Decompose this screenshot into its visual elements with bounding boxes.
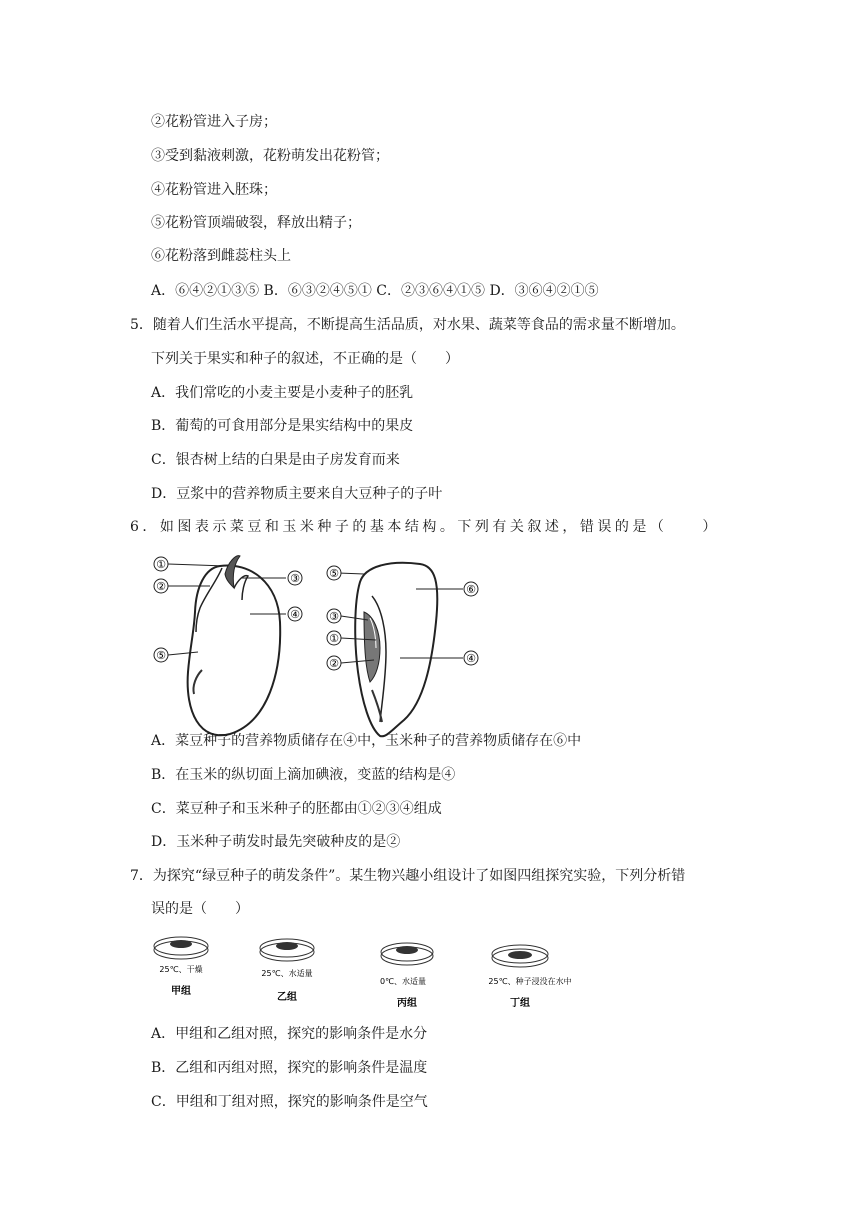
group-ding-caption: 25℃、种子浸没在水中 bbox=[488, 977, 572, 986]
bean-label-1 bbox=[154, 557, 168, 571]
corn-label-6 bbox=[464, 582, 478, 596]
q6-stem: 6．如图表示菜豆和玉米种子的基本结构。下列有关叙述，错误的是（ ） bbox=[130, 519, 720, 535]
corn-label-1 bbox=[327, 631, 341, 645]
q7-option-b: B．乙组和丙组对照，探究的影响条件是温度 bbox=[151, 1060, 428, 1076]
q5-stem-line2: 下列关于果实和种子的叙述，不正确的是（ ） bbox=[151, 351, 459, 367]
bean-label-4 bbox=[288, 607, 302, 621]
q5-option-d: D．豆浆中的营养物质主要来自大豆种子的子叶 bbox=[151, 486, 443, 502]
svg-text:②: ② bbox=[329, 657, 339, 670]
group-jia-name: 甲组 bbox=[171, 986, 191, 997]
q4-step-2: ②花粉管进入子房； bbox=[151, 114, 277, 130]
q5-stem-line1: 5．随着人们生活水平提高，不断提高生活品质，对水果、蔬菜等食品的需求量不断增加。 bbox=[130, 317, 685, 333]
group-bing bbox=[380, 943, 433, 1009]
q7-option-c: C．甲组和丁组对照，探究的影响条件是空气 bbox=[151, 1094, 428, 1110]
q6-option-d: D．玉米种子萌发时最先突破种皮的是② bbox=[151, 834, 401, 850]
group-bing-caption: 0℃、水适量 bbox=[379, 977, 427, 986]
q6-option-a: A．菜豆种子的营养物质储存在④中，玉米种子的营养物质储存在⑥中 bbox=[151, 733, 582, 749]
group-ding-name: 丁组 bbox=[510, 998, 530, 1009]
group-yi bbox=[260, 939, 314, 1003]
q5-option-a: A．我们常吃的小麦主要是小麦种子的胚乳 bbox=[151, 385, 414, 401]
experiment-groups-diagram bbox=[145, 928, 605, 1012]
group-bing-name: 丙组 bbox=[397, 998, 417, 1009]
group-jia bbox=[154, 937, 208, 997]
q4-step-6: ⑥花粉落到雌蕊柱头上 bbox=[151, 248, 291, 264]
svg-text:①: ① bbox=[156, 558, 166, 571]
corn-label-3 bbox=[327, 609, 341, 623]
svg-text:④: ④ bbox=[466, 652, 476, 665]
svg-text:②: ② bbox=[156, 580, 166, 593]
bean-seed-diagram bbox=[150, 552, 310, 742]
q6-option-c: C．菜豆种子和玉米种子的胚都由①②③④组成 bbox=[151, 801, 442, 817]
svg-text:③: ③ bbox=[290, 572, 300, 585]
corn-label-4 bbox=[464, 651, 478, 665]
svg-text:④: ④ bbox=[290, 608, 300, 621]
q6-option-b: B．在玉米的纵切面上滴加碘液，变蓝的结构是④ bbox=[151, 767, 456, 783]
group-jia-caption: 25℃、干燥 bbox=[159, 965, 203, 974]
corn-seed-diagram bbox=[320, 552, 490, 742]
bean-label-3 bbox=[288, 571, 302, 585]
bean-label-5 bbox=[154, 648, 168, 662]
corn-label-2 bbox=[327, 656, 341, 670]
q4-options: A．⑥④②①③⑤ B．⑥③②④⑤① C．②③⑥④①⑤ D．③⑥④②①⑤ bbox=[151, 283, 599, 299]
svg-text:③: ③ bbox=[329, 610, 339, 623]
q4-step-5: ⑤花粉管顶端破裂，释放出精子； bbox=[151, 215, 361, 231]
group-yi-caption: 25℃、水适量 bbox=[261, 969, 313, 978]
svg-text:①: ① bbox=[329, 632, 339, 645]
q5-option-c: C．银杏树上结的白果是由子房发育而来 bbox=[151, 452, 400, 468]
svg-text:⑤: ⑤ bbox=[329, 567, 339, 580]
bean-label-2 bbox=[154, 579, 168, 593]
svg-text:⑥: ⑥ bbox=[466, 583, 476, 596]
q7-stem-line2: 误的是（ ） bbox=[151, 901, 249, 917]
group-ding bbox=[488, 945, 571, 1009]
svg-text:⑤: ⑤ bbox=[156, 649, 166, 662]
q4-step-3: ③受到黏液刺激，花粉萌发出花粉管； bbox=[151, 148, 389, 164]
corn-label-5 bbox=[327, 566, 341, 580]
q7-stem-line1: 7．为探究“绿豆种子的萌发条件”。某生物兴趣小组设计了如图四组探究实验，下列分析错 bbox=[130, 868, 686, 884]
group-yi-name: 乙组 bbox=[277, 992, 297, 1003]
q5-option-b: B．葡萄的可食用部分是果实结构中的果皮 bbox=[151, 418, 414, 434]
q4-step-4: ④花粉管进入胚珠； bbox=[151, 182, 277, 198]
q7-option-a: A．甲组和乙组对照，探究的影响条件是水分 bbox=[151, 1026, 428, 1042]
